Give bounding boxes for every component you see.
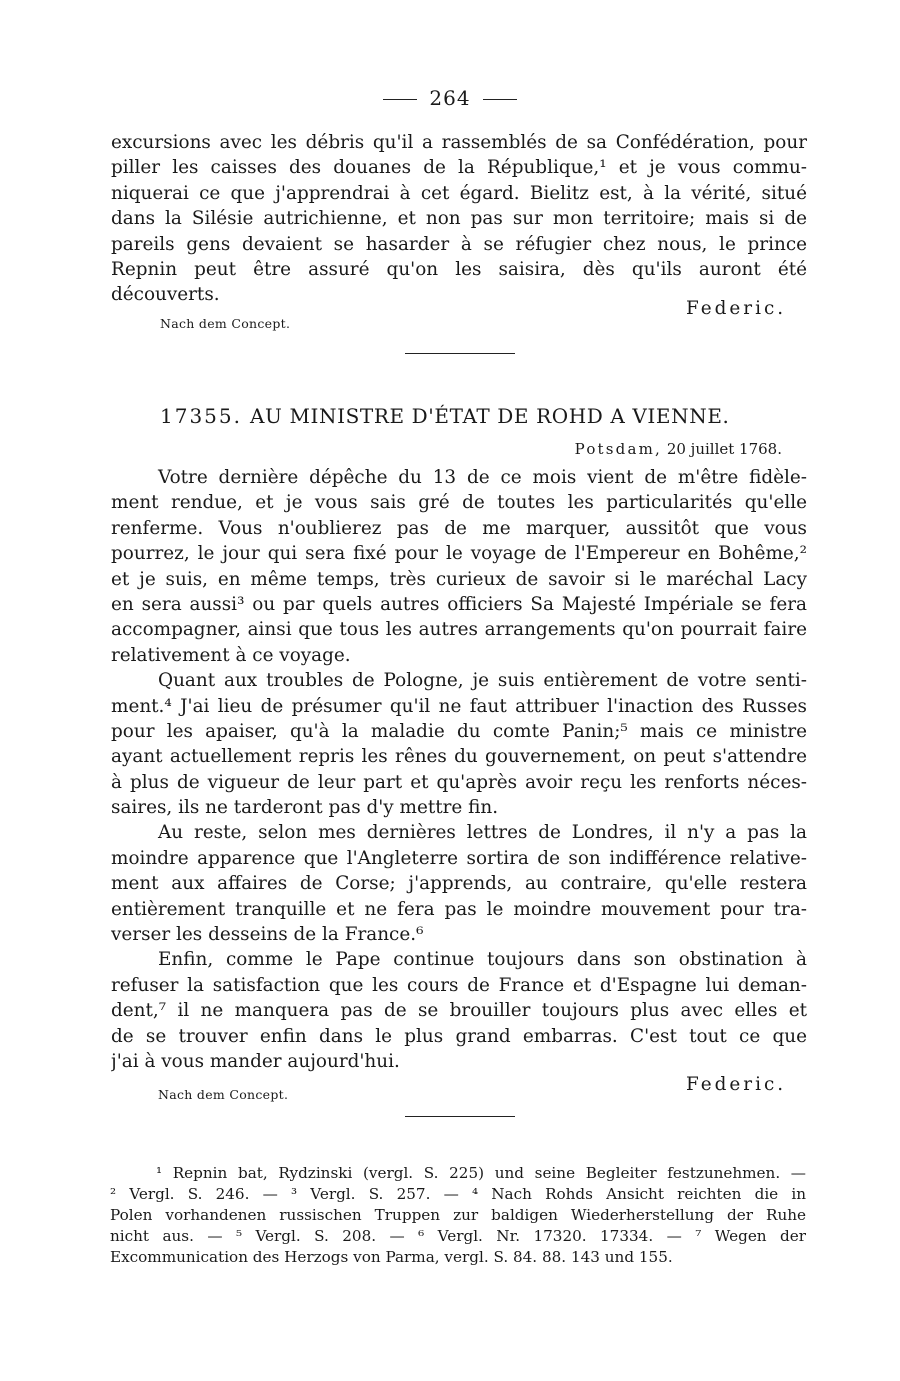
paragraph-line: et je suis, en même temps, très curieux de savoir si le maréchal Lacy xyxy=(111,568,807,590)
paragraph-line: entièrement tranquille et ne fera pas le moindre mouvement pour tra- xyxy=(111,898,807,920)
letter-place: Potsdam, xyxy=(574,440,663,458)
paragraph-line: pareils gens devaient se hasarder à se réfugier chez nous, le prince xyxy=(111,233,807,255)
paragraph-line: accompagner, ainsi que tous les autres arrangements qu'on pourrait faire xyxy=(111,619,807,641)
paragraph-line: j'ai à vous mander aujourd'hui. xyxy=(111,1050,400,1072)
paragraph-line: ayant actuellement repris les rênes du gouvernement, on peut s'attendre xyxy=(111,746,807,768)
paragraph-line: excursions avec les débris qu'il a rassemblés de sa Confédération, pour xyxy=(111,132,807,153)
top-letter-source-note: Nach dem Concept. xyxy=(160,316,291,331)
letter-number: 17355. xyxy=(160,404,242,428)
page-number-right-dash xyxy=(483,99,517,100)
paragraph-line: verser les desseins de la France.⁶ xyxy=(111,924,424,946)
letter-heading xyxy=(160,404,730,428)
letter-source-note: Nach dem Concept. xyxy=(158,1087,289,1102)
footnote-line: ¹ Repnin bat, Rydzinski (vergl. S. 225) und seine Begleiter festzunehmen. — xyxy=(156,1164,806,1182)
page-number xyxy=(0,86,900,110)
paragraph-line: moindre apparence que l'Angleterre sortira de son indifférence relative- xyxy=(111,847,807,869)
paragraph-line: Quant aux troubles de Pologne, je suis entièrement de votre senti- xyxy=(158,670,807,692)
paragraph-line: Repnin peut être assuré qu'on les saisira, dès qu'ils auront été xyxy=(111,258,807,280)
footnote-line: Excommunication des Herzogs von Parma, vergl. S. 84. 88. 143 und 155. xyxy=(110,1248,673,1266)
paragraph-line: à plus de vigueur de leur part et qu'après avoir reçu les renforts néces- xyxy=(111,771,807,793)
paragraph-line: de se trouver enfin dans le plus grand embarras. C'est tout ce que xyxy=(111,1025,807,1047)
paragraph-line: dans la Silésie autrichienne, et non pas sur mon territoire; mais si de xyxy=(111,208,807,230)
letter-signature: Federic. xyxy=(686,1074,787,1095)
paragraph-line: en sera aussi³ ou par quels autres officiers Sa Majesté Impériale se fera xyxy=(111,593,807,615)
paragraph-line: ment.⁴ J'ai lieu de présumer qu'il ne faut attribuer l'inaction des Russes xyxy=(111,695,807,717)
footnote-line: ² Vergl. S. 246. — ³ Vergl. S. 257. — ⁴ Nach Rohds Ansicht reichten die in xyxy=(110,1185,806,1203)
paragraph-line: renferme. Vous n'oublierez pas de me marquer, aussitôt que vous xyxy=(111,517,807,539)
paragraph-line: ment rendue, et je vous sais gré de toutes les particularités qu'elle xyxy=(111,492,807,514)
footnote-line: nicht aus. — ⁵ Vergl. S. 208. — ⁶ Vergl. Nr. 17320. 17334. — ⁷ Wegen der xyxy=(110,1227,806,1245)
paragraph-line: refuser la satisfaction que les cours de France et d'Espagne lui deman- xyxy=(111,974,807,996)
paragraph-line: dent,⁷ il ne manquera pas de se brouiller toujours plus avec elles et xyxy=(111,1000,807,1022)
top-letter-signature: Federic. xyxy=(686,298,787,319)
footnote-divider xyxy=(405,1116,515,1117)
paragraph-line: Votre dernière dépêche du 13 de ce mois vient de m'être fidèle- xyxy=(158,467,807,488)
page-number-text: 264 xyxy=(429,86,471,110)
letter-title: AU MINISTRE D'ÉTAT DE ROHD A VIENNE. xyxy=(249,404,730,428)
paragraph-line: pourrez, le jour qui sera fixé pour le voyage de l'Empereur en Bohême,² xyxy=(111,543,807,565)
paragraph-line: niquerai ce que j'apprendrai à cet égard. Bielitz est, à la vérité, situé xyxy=(111,182,807,204)
letter-date: 20 juillet 1768. xyxy=(666,440,782,458)
page-number-left-dash xyxy=(383,99,417,100)
footnotes xyxy=(110,1163,806,1268)
section-divider xyxy=(405,353,515,354)
paragraph-line: découverts. xyxy=(111,284,220,306)
letter-body xyxy=(111,465,807,1074)
paragraph-line: Au reste, selon mes dernières lettres de Londres, il n'y a pas la xyxy=(158,822,807,844)
letter-dateline xyxy=(575,440,782,458)
paragraph-line: piller les caisses des douanes de la République,¹ et je vous commu- xyxy=(111,157,807,179)
top-letter-body xyxy=(111,130,807,308)
paragraph-line: pour les apaiser, qu'à la maladie du comte Panin;⁵ mais ce ministre xyxy=(111,720,807,742)
paragraph-line: Enfin, comme le Pape continue toujours dans son obstination à xyxy=(158,949,807,971)
paragraph-line: saires, ils ne tarderont pas d'y mettre fin. xyxy=(111,797,499,819)
paragraph-line: ment aux affaires de Corse; j'apprends, au contraire, qu'elle restera xyxy=(111,873,807,895)
paragraph-line: relativement à ce voyage. xyxy=(111,644,351,666)
footnote-line: Polen vorhandenen russischen Truppen zur baldigen Wiederherstellung der Ruhe xyxy=(110,1206,806,1224)
